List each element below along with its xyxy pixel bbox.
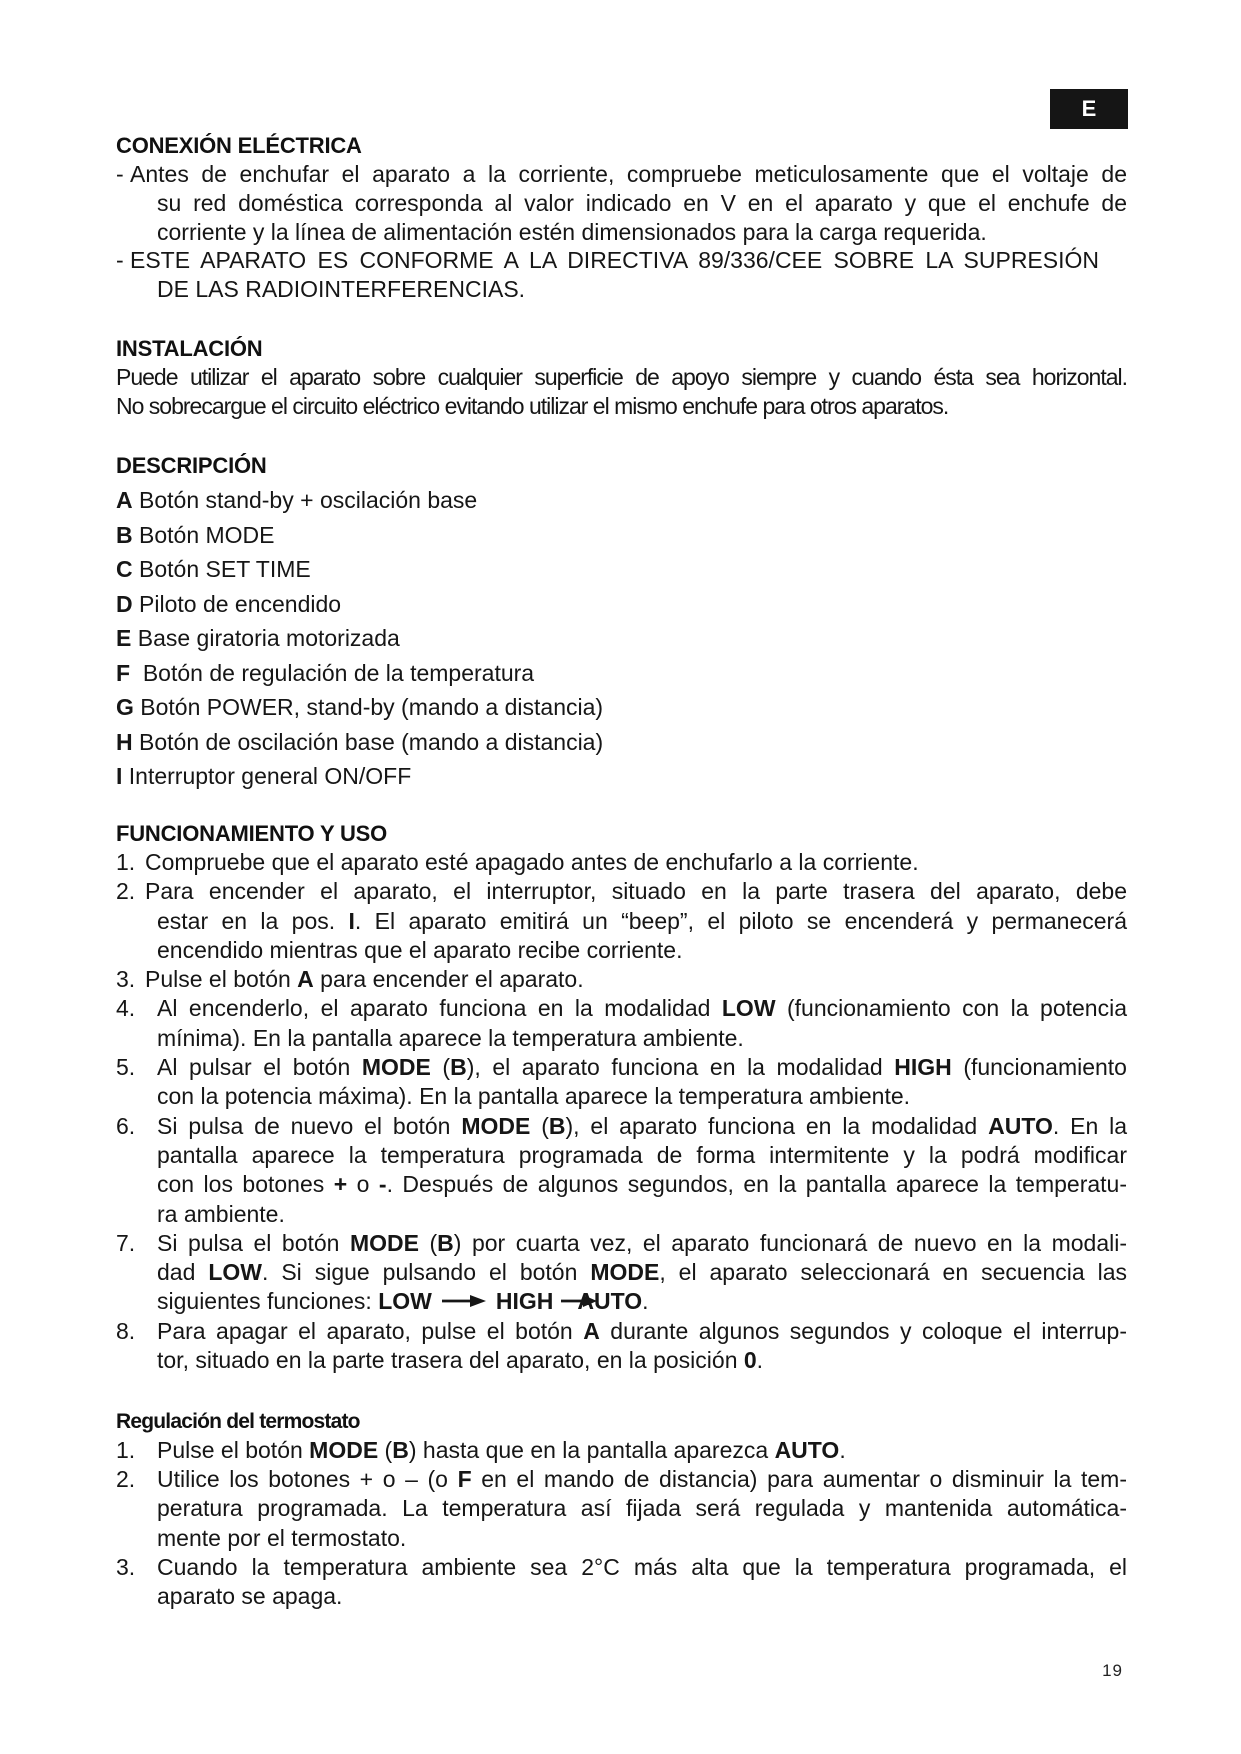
text-segment: o bbox=[347, 1171, 379, 1198]
section-heading: FUNCIONAMIENTO Y USO bbox=[116, 821, 388, 846]
bold-term: - bbox=[378, 1171, 387, 1198]
text-segment: ), el aparato funciona en la modalidad bbox=[466, 1054, 895, 1081]
numbered-item bbox=[116, 1112, 1127, 1229]
item-key: E bbox=[116, 625, 132, 651]
section-heading: Regulación del termostato bbox=[116, 1410, 360, 1433]
text-segment: , el aparato seleccionará en secuencia las bbox=[659, 1259, 1128, 1286]
numbered-item bbox=[116, 1317, 1127, 1376]
item-key: D bbox=[116, 590, 133, 617]
description-item bbox=[116, 725, 1127, 760]
text-segment: en el mando de distancia) para aumentar o disminuir la tem- bbox=[471, 1466, 1127, 1493]
text-segment: ) hasta que en la pantalla aparezca bbox=[408, 1437, 775, 1463]
text-line bbox=[116, 1112, 1127, 1141]
numbered-item bbox=[116, 965, 1127, 994]
text-line: DE LAS RADIOINTERFERENCIAS. bbox=[157, 276, 526, 303]
text-segment: con los botones bbox=[157, 1171, 334, 1198]
item-number: 1. bbox=[116, 1437, 136, 1463]
description-item bbox=[116, 587, 1127, 622]
text-segment: . Después de algunos segundos, en la pantalla aparece la temperatu- bbox=[386, 1171, 1127, 1198]
text-segment: Al pulsar el botón bbox=[157, 1054, 362, 1081]
item-key: I bbox=[116, 763, 123, 789]
description-item bbox=[116, 690, 1127, 725]
text-segment: (funcionamiento bbox=[951, 1054, 1127, 1081]
text-line: su red doméstica corresponda al valor indicado en V en el aparato y que el enchufe de bbox=[157, 189, 1127, 216]
description-list bbox=[116, 483, 1127, 794]
bold-term: LOW bbox=[208, 1259, 262, 1286]
bold-term: AUTO bbox=[774, 1437, 840, 1463]
text-line bbox=[157, 1170, 1127, 1199]
item-label: Botón stand-by + oscilación base bbox=[139, 487, 478, 513]
bold-term: LOW bbox=[378, 1288, 432, 1315]
text-segment: con la potencia máxima). En la pantalla aparece la temperatura ambiente. bbox=[157, 1083, 911, 1110]
text-segment: tor, situado en la parte trasera del aparato, en la posición bbox=[157, 1347, 744, 1374]
text-segment: Para apagar el aparato, pulse el botón bbox=[157, 1317, 584, 1344]
description-item bbox=[116, 483, 1127, 518]
text-line bbox=[116, 160, 1127, 189]
bold-term: MODE bbox=[309, 1437, 379, 1463]
page-number: 19 bbox=[1102, 1661, 1123, 1680]
item-number: 6. bbox=[116, 1112, 136, 1139]
text-segment: Utilice los botones + o – (o bbox=[157, 1466, 458, 1493]
item-number: 2. bbox=[116, 1466, 136, 1493]
item-label: Piloto de encendido bbox=[139, 590, 342, 617]
text-segment: . bbox=[756, 1347, 764, 1374]
item-number: 2. bbox=[116, 878, 136, 905]
section-heading: CONEXIÓN ELÉCTRICA bbox=[116, 133, 362, 158]
section-heading: DESCRIPCIÓN bbox=[116, 453, 267, 478]
item-label: Interruptor general ON/OFF bbox=[128, 763, 412, 789]
text-line: corriente y la línea de alimentación estén dimensionados para la carga requerida. bbox=[157, 218, 987, 245]
item-key: B bbox=[116, 521, 133, 548]
text-segment: Cuando la temperatura ambiente sea 2°C más alta que la temperatura programada, el bbox=[157, 1553, 1127, 1580]
text-segment: ), el aparato funciona en la modalidad bbox=[565, 1112, 989, 1139]
text-segment: peratura programada. La temperatura así fijada será regulada y mantenida automática- bbox=[157, 1495, 1127, 1522]
text-line bbox=[157, 1258, 1127, 1287]
text-line bbox=[157, 1141, 1127, 1170]
text-segment: ( bbox=[418, 1229, 438, 1256]
item-number: 3. bbox=[116, 966, 136, 993]
text-segment: Pulse el botón bbox=[145, 966, 298, 993]
bold-term: 0 bbox=[743, 1347, 757, 1374]
text-line bbox=[157, 1200, 1127, 1229]
text-line bbox=[116, 965, 1127, 994]
text-line bbox=[157, 1494, 1127, 1523]
text-line bbox=[157, 1346, 1127, 1375]
bold-term: B bbox=[548, 1112, 566, 1139]
text-segment: Para encender el aparato, el interruptor, situado en la parte trasera del aparato, debe bbox=[145, 878, 1127, 905]
description-item bbox=[116, 656, 1127, 691]
bold-term: HIGH bbox=[894, 1054, 952, 1081]
arrow-right-icon bbox=[442, 1294, 486, 1308]
description-item bbox=[116, 518, 1127, 553]
bold-term: AUTO bbox=[988, 1112, 1053, 1139]
item-number: 7. bbox=[116, 1229, 136, 1256]
text-segment: aparato se apaga. bbox=[157, 1582, 343, 1609]
text-segment: pantalla aparece la temperatura programada de forma intermitente y la podrá modificar bbox=[157, 1141, 1127, 1168]
item-key: H bbox=[116, 728, 133, 755]
text-segment: Antes de enchufar el aparato a la corriente, compruebe meticulosamente que el voltaje de bbox=[130, 161, 1127, 187]
item-number: 5. bbox=[116, 1054, 136, 1081]
text-segment: ESTE APARATO ES CONFORME A LA DIRECTIVA 89/336/CEE SOBRE LA SUPRESIÓN bbox=[130, 247, 1099, 274]
text-segment: ) por cuarta vez, el aparato funcionará de nuevo en la modali- bbox=[453, 1229, 1127, 1256]
item-label: Botón de regulación de la temperatura bbox=[142, 659, 535, 686]
text-segment: ( bbox=[430, 1054, 451, 1081]
numbered-item bbox=[116, 1229, 1127, 1317]
bold-term: LOW bbox=[721, 995, 776, 1022]
bold-term: MODE bbox=[361, 1054, 431, 1081]
text-line bbox=[116, 877, 1127, 906]
text-segment: ra ambiente. bbox=[157, 1200, 285, 1227]
bullet-item bbox=[116, 160, 1127, 246]
bold-term: B bbox=[437, 1229, 454, 1256]
description-item bbox=[116, 759, 1127, 794]
text-segment: mínima). En la pantalla aparece la temperatura ambiente. bbox=[157, 1024, 744, 1051]
text-segment: ( bbox=[530, 1112, 549, 1139]
text-segment: ( bbox=[378, 1437, 393, 1463]
text-line bbox=[157, 1582, 1127, 1611]
bold-term: HIGH bbox=[495, 1288, 554, 1315]
item-key: G bbox=[116, 694, 134, 720]
item-label: Base giratoria motorizada bbox=[137, 625, 400, 651]
bold-term: I bbox=[348, 907, 355, 934]
text-segment: . bbox=[839, 1437, 846, 1463]
item-label: Botón SET TIME bbox=[139, 556, 311, 582]
text-segment: mente por el termostato. bbox=[157, 1524, 407, 1551]
section-regulacion-termostato bbox=[116, 1408, 1127, 1611]
text-line bbox=[116, 1553, 1127, 1582]
bold-term: + bbox=[333, 1171, 348, 1198]
bold-term: MODE bbox=[461, 1112, 531, 1139]
bold-term: F bbox=[457, 1466, 472, 1493]
numbered-item bbox=[116, 877, 1127, 965]
item-number: 4. bbox=[116, 995, 136, 1022]
bold-term: B bbox=[392, 1437, 409, 1463]
numbered-item bbox=[116, 848, 1127, 877]
text-segment: encendido mientras que el aparato recibe corriente. bbox=[157, 936, 683, 963]
text-line bbox=[116, 1053, 1127, 1082]
text-segment: para encender el aparato. bbox=[313, 966, 584, 993]
text-line: Puede utilizar el aparato sobre cualquier superficie de apoyo siempre y cuando ésta sea horizontal. bbox=[116, 364, 1127, 390]
numbered-item bbox=[116, 994, 1127, 1053]
text-line bbox=[157, 936, 1127, 965]
text-segment: Si pulsa de nuevo el botón bbox=[157, 1112, 462, 1139]
numbered-item bbox=[116, 1465, 1127, 1553]
bold-term: MODE bbox=[349, 1229, 419, 1256]
item-label: Botón MODE bbox=[139, 521, 275, 548]
item-key: F bbox=[116, 659, 131, 686]
bullet-dash: - bbox=[116, 247, 124, 274]
text-line bbox=[116, 1229, 1127, 1258]
text-line bbox=[157, 1024, 1127, 1053]
bold-term: A bbox=[297, 966, 314, 993]
language-badge: E bbox=[1050, 89, 1128, 129]
text-segment: (funcionamiento con la potencia bbox=[775, 995, 1127, 1022]
bold-term: MODE bbox=[590, 1259, 660, 1286]
bold-term: B bbox=[450, 1054, 467, 1081]
item-number: 3. bbox=[116, 1553, 136, 1580]
text-segment: . En la bbox=[1052, 1112, 1127, 1139]
text-segment: . El aparato emitirá un “beep”, el piloto se encenderá y permanecerá bbox=[354, 907, 1127, 934]
text-line bbox=[116, 246, 1127, 275]
text-segment: Si pulsa el botón bbox=[157, 1229, 350, 1256]
item-key: A bbox=[116, 487, 133, 513]
numbered-item bbox=[116, 1436, 1127, 1465]
text-line bbox=[116, 1436, 1127, 1465]
bullet-dash: - bbox=[116, 161, 124, 187]
text-segment: durante algunos segundos y coloque el interrup- bbox=[599, 1317, 1127, 1344]
numbered-item bbox=[116, 1053, 1127, 1112]
text-segment: siguientes funciones: bbox=[157, 1288, 379, 1315]
text-line bbox=[157, 1082, 1127, 1111]
bold-term: A bbox=[583, 1317, 600, 1344]
item-number: 8. bbox=[116, 1317, 136, 1344]
item-label: Botón POWER, stand-by (mando a distancia) bbox=[140, 694, 604, 720]
section-heading: INSTALACIÓN bbox=[116, 336, 263, 361]
description-item bbox=[116, 621, 1127, 656]
text-segment: Compruebe que el aparato esté apagado antes de enchufarlo a la corriente. bbox=[145, 849, 919, 875]
text-line bbox=[116, 848, 1127, 877]
text-line bbox=[157, 907, 1127, 936]
description-item bbox=[116, 552, 1127, 587]
text-line bbox=[157, 1524, 1127, 1553]
numbered-item bbox=[116, 1553, 1127, 1611]
text-segment: . bbox=[642, 1288, 649, 1315]
item-number: 1. bbox=[116, 849, 136, 875]
section-funcionamiento bbox=[116, 820, 1127, 1375]
section-instalacion bbox=[116, 335, 1127, 421]
text-segment: estar en la pos. bbox=[157, 907, 349, 934]
bullet-item bbox=[116, 246, 1127, 304]
item-label: Botón de oscilación base (mando a distancia) bbox=[139, 728, 604, 755]
text-line bbox=[116, 1465, 1127, 1494]
text-line: No sobrecargue el circuito eléctrico evitando utilizar el mismo enchufe para otros aparatos. bbox=[116, 392, 949, 419]
section-conexion-electrica bbox=[116, 132, 1127, 304]
text-line bbox=[157, 1287, 1127, 1316]
arrow-shape bbox=[442, 1295, 486, 1307]
section-descripcion bbox=[116, 452, 1127, 794]
bold-term: AUTO bbox=[577, 1288, 643, 1315]
text-line bbox=[116, 1317, 1127, 1346]
text-segment: dad bbox=[157, 1259, 209, 1286]
text-segment: Pulse el botón bbox=[157, 1437, 310, 1463]
text-line bbox=[116, 994, 1127, 1023]
text-segment: Al encenderlo, el aparato funciona en la modalidad bbox=[157, 995, 722, 1022]
item-key: C bbox=[116, 556, 133, 582]
text-segment: . Si sigue pulsando el botón bbox=[261, 1259, 591, 1286]
